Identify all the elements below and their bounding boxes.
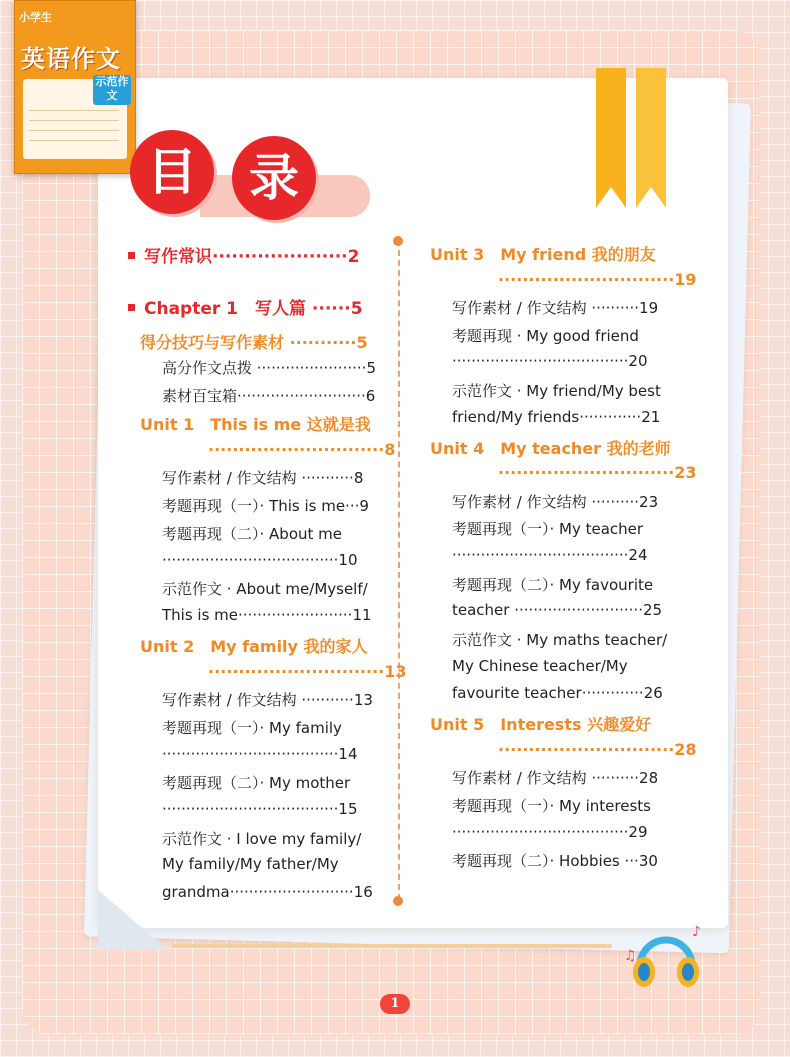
toc-text: 示范作文 · My friend/My best	[452, 382, 661, 400]
svg-text:♫: ♫	[624, 948, 637, 964]
toc-text: 素材百宝箱···························	[162, 387, 366, 405]
bookmark-ribbon-left	[596, 68, 626, 208]
title-char-2: 录	[232, 136, 316, 220]
toc-text: 考题再现（一）· My family	[162, 719, 342, 737]
toc-text: 考题再现（一）· This is me···	[162, 497, 360, 515]
toc-text: 示范作文 · About me/Myself/	[162, 580, 368, 598]
toc-page-number: 2	[347, 247, 360, 267]
right-toc-item-11[interactable]	[452, 546, 648, 564]
left-toc-unitpage-14[interactable]	[208, 662, 407, 681]
headphones-icon	[626, 920, 706, 1000]
column-divider	[398, 240, 400, 900]
left-toc-item-21[interactable]	[162, 855, 339, 873]
toc-text: Unit 1 This is me 这就是我	[140, 415, 371, 434]
toc-page-number: 6	[365, 387, 376, 405]
toc-page-number: 25	[642, 601, 663, 619]
toc-page-number: 9	[359, 497, 369, 515]
toc-text: Chapter 1 写人篇 ······	[144, 299, 351, 319]
toc-page-number: 26	[643, 684, 663, 702]
right-toc-item-3[interactable]	[452, 325, 639, 346]
left-toc-item-15[interactable]	[162, 689, 373, 710]
divider-dot-top	[393, 236, 403, 246]
toc-text: Unit 2 My family 我的家人	[140, 637, 368, 656]
toc-text: 示范作文 · I love my family/	[162, 830, 362, 848]
toc-text: 写作素材 / 作文结构 ···········	[162, 691, 354, 709]
right-toc-item-15[interactable]	[452, 657, 628, 675]
book-badge: 示范作文	[93, 75, 131, 105]
left-toc-item-19[interactable]	[162, 800, 358, 818]
right-toc-item-12[interactable]	[452, 574, 653, 595]
toc-text: 写作素材 / 作文结构 ···········	[162, 469, 354, 487]
right-toc-item-5[interactable]	[452, 380, 661, 401]
toc-text: 考题再现（二）· My favourite	[452, 576, 654, 594]
toc-page-number: 8	[384, 440, 396, 459]
toc-text: 高分作文点拨 ·······················	[162, 359, 367, 377]
toc-text: grandma··························	[162, 883, 354, 901]
toc-page-number: 29	[628, 823, 648, 841]
right-toc-item-20[interactable]	[452, 795, 651, 816]
right-toc-unitpage-1[interactable]	[498, 270, 697, 289]
left-toc-unitpage-6[interactable]	[208, 440, 395, 459]
toc-text: teacher ···························	[452, 601, 643, 619]
left-toc-item-11[interactable]	[162, 578, 368, 599]
left-toc-item-3[interactable]	[162, 357, 376, 378]
left-toc-item-8[interactable]	[162, 495, 369, 516]
right-toc-item-10[interactable]	[452, 518, 643, 539]
toc-text: 考题再现（一）· My teacher	[452, 520, 644, 538]
right-toc-item-22[interactable]	[452, 850, 658, 871]
toc-page-number: 19	[639, 299, 659, 317]
left-toc-section-0[interactable]	[128, 242, 359, 267]
right-toc-item-2[interactable]	[452, 297, 658, 318]
toc-text: 写作素材 / 作文结构 ··········	[452, 299, 640, 317]
right-toc-unit-7[interactable]	[430, 436, 671, 459]
toc-text: Unit 3 My friend 我的朋友	[430, 245, 656, 264]
toc-page-number: 21	[641, 408, 661, 426]
right-toc-item-16[interactable]	[452, 684, 663, 702]
toc-page-number: 15	[338, 800, 358, 818]
toc-text: Unit 5 Interests 兴趣爱好	[430, 715, 652, 734]
left-toc-item-17[interactable]	[162, 745, 358, 763]
toc-text: friend/My friends·············	[452, 408, 642, 426]
toc-text: ·····································	[162, 800, 339, 818]
page-number: 1	[380, 994, 410, 1014]
svg-text:♪: ♪	[692, 924, 701, 940]
left-toc-unit-5[interactable]	[140, 412, 371, 435]
book-cover-thumbnail	[14, 0, 136, 174]
left-toc-item-9[interactable]	[162, 523, 342, 544]
left-toc-unit-13[interactable]	[140, 634, 368, 657]
right-toc-unitpage-18[interactable]	[498, 740, 697, 759]
right-toc-item-19[interactable]	[452, 767, 658, 788]
bullet-icon	[128, 252, 135, 259]
left-toc-item-22[interactable]	[162, 883, 373, 901]
toc-page-number: 13	[353, 691, 373, 709]
toc-page-number: 13	[384, 662, 407, 681]
bullet-icon	[128, 304, 135, 311]
toc-text: ·····································	[452, 823, 629, 841]
toc-text: My Chinese teacher/My	[452, 657, 628, 675]
divider-dot-bottom	[393, 896, 403, 906]
left-toc-section-1[interactable]	[128, 294, 363, 319]
left-toc-item-20[interactable]	[162, 828, 361, 849]
right-toc-item-13[interactable]	[452, 601, 662, 619]
toc-page-number: 14	[338, 745, 358, 763]
toc-text: 写作常识·····················	[144, 247, 348, 267]
toc-page-number: 11	[352, 606, 372, 624]
left-toc-item-12[interactable]	[162, 606, 372, 624]
toc-text: ·····························	[498, 270, 675, 289]
book-title: 英语作文	[21, 45, 121, 73]
toc-text: ·····································	[162, 745, 339, 763]
toc-page-number: 28	[674, 740, 697, 759]
toc-page-number: 16	[353, 883, 373, 901]
toc-text: This is me························	[162, 606, 353, 624]
toc-text: 示范作文 · My maths teacher/	[452, 631, 668, 649]
toc-page-number: 19	[674, 270, 697, 289]
toc-text: ·····································	[452, 352, 629, 370]
toc-text: 考题再现（一）· My interests	[452, 797, 651, 815]
left-toc-item-7[interactable]	[162, 467, 363, 488]
title-char-1: 目	[130, 130, 214, 214]
toc-text: My family/My father/My	[162, 855, 339, 873]
toc-text: Unit 4 My teacher 我的老师	[430, 439, 671, 458]
left-toc-sub-2[interactable]	[140, 330, 368, 353]
toc-text: ·····························	[208, 662, 385, 681]
toc-page-number: 8	[353, 469, 364, 487]
left-toc-item-18[interactable]	[162, 772, 350, 793]
toc-page-number: 28	[639, 769, 659, 787]
left-toc-item-4[interactable]	[162, 385, 375, 406]
toc-text: 写作素材 / 作文结构 ··········	[452, 769, 640, 787]
toc-text: 考题再现（二）· Hobbies ···	[452, 852, 639, 870]
right-toc-unit-0[interactable]	[430, 242, 656, 265]
toc-text: ·····································	[452, 546, 629, 564]
right-toc-item-6[interactable]	[452, 408, 660, 426]
right-toc-item-4[interactable]	[452, 352, 648, 370]
toc-text: ·····························	[498, 463, 675, 482]
toc-page-number: 20	[628, 352, 648, 370]
right-toc-item-14[interactable]	[452, 629, 667, 650]
toc-page-number: 5	[356, 333, 368, 352]
right-toc-unitpage-8[interactable]	[498, 463, 697, 482]
toc-text: 考题再现（二）· About me	[162, 525, 342, 543]
book-lines	[29, 101, 119, 145]
book-top-text: 小学生	[19, 11, 52, 24]
toc-page-number: 10	[338, 551, 358, 569]
toc-text: 考题再现 · My good friend	[452, 327, 639, 345]
toc-page-number: 24	[628, 546, 648, 564]
toc-page-number: 30	[638, 852, 658, 870]
right-toc-unit-17[interactable]	[430, 712, 651, 735]
bookmark-ribbon-right	[636, 68, 666, 208]
toc-page-number: 5	[366, 359, 376, 377]
toc-text: 得分技巧与写作素材 ···········	[140, 333, 357, 352]
toc-text: ·····························	[208, 440, 385, 459]
bottom-decor-bar	[172, 944, 612, 948]
left-toc-item-10[interactable]	[162, 551, 358, 569]
toc-text: 写作素材 / 作文结构 ··········	[452, 493, 640, 511]
toc-text: favourite teacher·············	[452, 684, 644, 702]
toc-text: 考题再现（二）· My mother	[162, 774, 351, 792]
toc-text: ·····························	[498, 740, 675, 759]
toc-text: ·····································	[162, 551, 339, 569]
toc-page-number: 23	[639, 493, 659, 511]
toc-page-number: 5	[350, 299, 363, 319]
left-toc-item-16[interactable]	[162, 717, 342, 738]
right-toc-item-21[interactable]	[452, 823, 648, 841]
toc-page-number: 23	[674, 463, 697, 482]
right-toc-item-9[interactable]	[452, 491, 658, 512]
